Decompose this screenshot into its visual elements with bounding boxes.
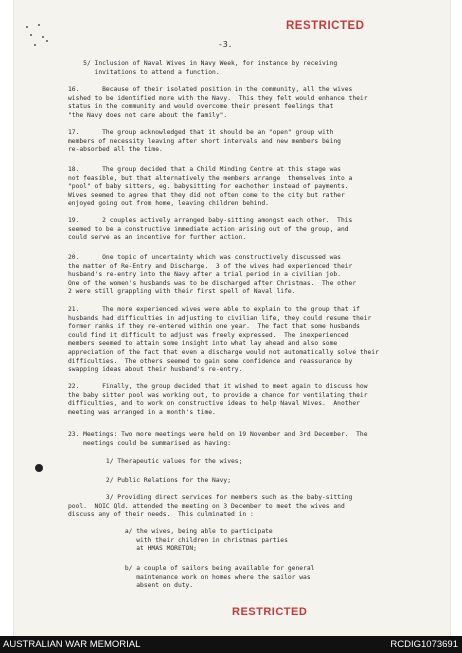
paragraph-18: 18. The group decided that a Child Minding Centre at this stage was not feasible, but that alternatively the members arrange themselves into a "pool" of baby sitters, eg. babysitting for eachother instead of payments. Wives seemed to agree that they did not often come to the city but rather enjoyed going out from home, leaving children behind.	[68, 166, 353, 208]
paragraph-17: 17. The group acknowledged that it should be an "open" group with members of necessity leaving after short intervals and new members being re-absorbed all the time.	[68, 129, 341, 154]
archive-footer-bar	[0, 636, 462, 653]
sub-item-b: b/ a couple of sailors being available for general maintenance work on homes where the sailor was absent on duty.	[124, 565, 315, 590]
archive-name: AUSTRALIAN WAR MEMORIAL	[3, 639, 141, 650]
restricted-stamp-bottom: RESTRICTED	[232, 606, 308, 618]
paragraph-item-5: 5/ Inclusion of Naval Wives in Navy Week, for instance by receiving invitations to attend a function.	[83, 60, 338, 76]
paragraph-16: 16. Because of their isolated position in the community, all the wives wished to be identified more with the Navy. This they felt would enhance their status in the community and would overcome their present feelings that "the Navy does not care about the family".	[68, 86, 368, 119]
list-item-2: 2/ Public Relations for the Navy;	[68, 477, 232, 484]
paragraph-20: 20. One topic of uncertainty which was constructively discussed was the matter of Re-Entry and Discharge. 3 of the wives had experienced their husband's re-entry into the Navy after a trial period in a civilian job. One of the women's husbands was to be discharged after Christmas. The other 2 were still grappling with their first spell of Naval life.	[68, 254, 357, 296]
sub-item-a: a/ the wives, being able to participate with their children in christmas parties at HMAS MORETON;	[124, 528, 288, 553]
record-id: RCDIG1073691	[390, 639, 458, 650]
restricted-stamp-top: RESTRICTED	[286, 20, 365, 32]
paragraph-19: 19. 2 couples actively arranged baby-sitting amongst each other. This seemed to be a constructive immediate action arising out of the group, and could serve as an incentive for further action.	[68, 217, 353, 242]
page-number: -3.	[218, 40, 233, 49]
binder-marks	[24, 22, 64, 62]
list-item-1: 1/ Therapeutic values for the wives;	[68, 458, 243, 465]
paragraph-22: 22. Finally, the group decided that it wished to meet again to discuss how the baby sitter pool was working out, to provide a chance for ventilating their difficulties, and to work on constructive ideas to help Naval Wives. Another meeting was arranged in a month's time.	[68, 383, 368, 416]
paragraph-23: 23. Meetings: Two more meetings were held on 19 November and 3rd December. The meetings could be summarised as having:	[68, 431, 368, 447]
paragraph-21: 21. The more experienced wives were able to explain to the group that if husbands had difficulties in adjusting to civilian life, they could resume their former ranks if they re-entered within one year. The fact that some husbands could find it difficult to adjust was freely expressed. The inexperienced members seemed to attain some insight into what lay ahead and also some appreciation of the fact that even a discharge would not automatically solve their difficulties. The others seemed to gain some confidence and reassurance by swapping ideas about their husband's re-entry.	[68, 306, 379, 374]
punch-hole	[35, 464, 43, 472]
list-item-3: 3/ Providing direct services for members such as the baby-sitting pool. NOIC Qld. attended the meeting on 3 December to meet the wives and discuss any of their needs. This culminated in :	[68, 494, 353, 519]
